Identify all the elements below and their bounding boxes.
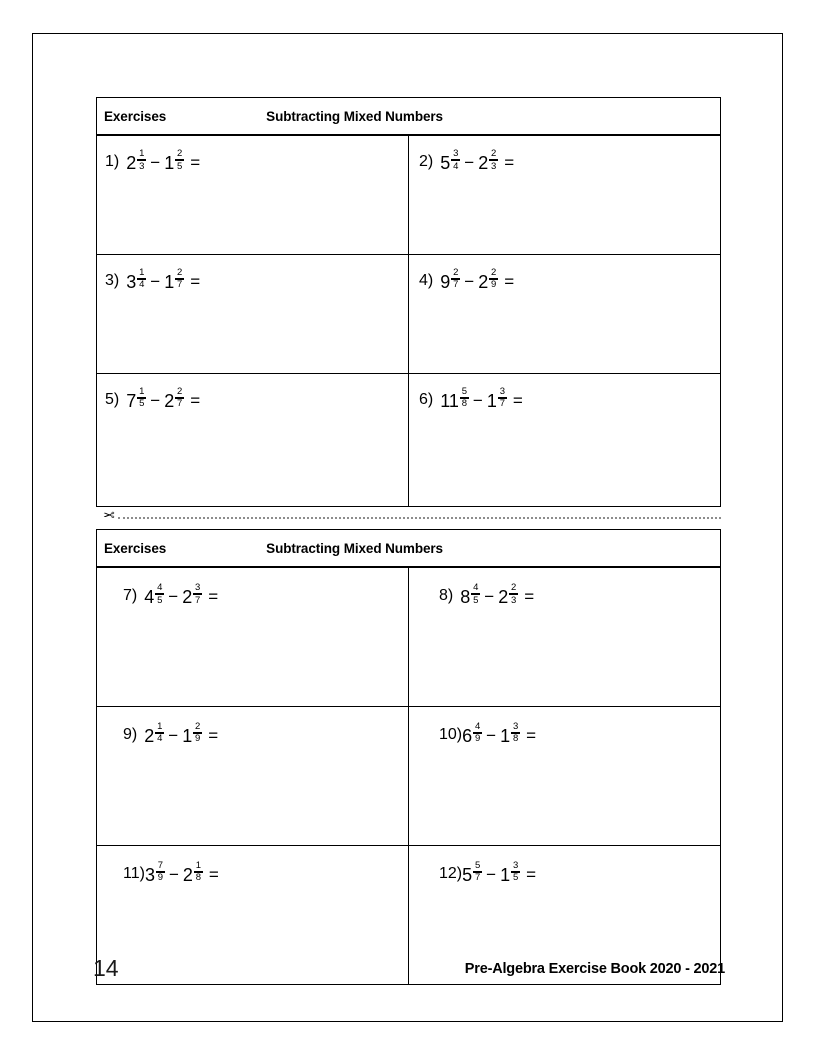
exercise-table-1	[96, 97, 721, 507]
whole-number: 11	[440, 390, 459, 411]
minus-operator: −	[150, 153, 161, 172]
fraction: $\frac{3}{7}$	[195, 582, 201, 606]
problem-cell-1[interactable]	[97, 135, 409, 254]
whole-number: 6	[462, 725, 473, 746]
problem-expression-4	[419, 266, 515, 293]
whole-number: 1	[164, 153, 175, 173]
exercise-table-1-header	[97, 98, 721, 136]
fraction: $\frac{1}{4}$	[157, 720, 163, 745]
whole-number: 2	[182, 587, 193, 607]
equals-sign: =	[190, 153, 201, 172]
problem-number-5: 5)	[105, 390, 120, 408]
fraction: $\frac{7}{9}$	[157, 859, 164, 884]
problem-number-12: 12)	[439, 864, 463, 882]
minus-operator: −	[472, 390, 483, 410]
table-row	[97, 706, 721, 845]
whole-number: 2	[478, 271, 489, 292]
equals-sign: =	[512, 390, 523, 410]
whole-number: 1	[182, 725, 193, 746]
exercise-table-2	[96, 529, 721, 985]
problem-number-9: 9)	[123, 725, 138, 743]
problem-cell-2[interactable]	[409, 135, 721, 254]
table-header-row	[97, 530, 721, 568]
problem-cell-4[interactable]	[409, 254, 721, 373]
minus-operator: −	[168, 864, 179, 884]
whole-number: 4	[144, 587, 155, 607]
problem-cell-7[interactable]	[97, 567, 409, 706]
problem-cell-6[interactable]	[409, 373, 721, 506]
table-row	[97, 567, 721, 706]
fraction: $\frac{2}{7}$	[177, 266, 183, 291]
minus-operator: −	[464, 271, 475, 291]
fraction: $\frac{2}{5}$	[177, 148, 183, 172]
equals-sign: =	[208, 864, 219, 884]
problem-cell-9[interactable]	[97, 706, 409, 845]
fraction: $\frac{4}{9}$	[474, 720, 481, 745]
equals-sign: =	[504, 271, 515, 291]
equals-sign: =	[208, 587, 219, 606]
problem-number-7: 7)	[123, 587, 138, 604]
problem-cell-8[interactable]	[409, 567, 721, 706]
problem-number-4: 4)	[419, 271, 434, 289]
fraction: $\frac{4}{5}$	[473, 582, 479, 606]
problem-number-3: 3)	[105, 271, 120, 289]
whole-number: 1	[164, 271, 175, 292]
problem-number-2: 2)	[419, 153, 434, 170]
scissors-icon: ✂	[103, 507, 115, 523]
problem-number-1: 1)	[105, 153, 120, 170]
problem-expression-3	[105, 266, 201, 293]
fraction: $\frac{2}{9}$	[195, 720, 201, 745]
fraction: $\frac{3}{5}$	[512, 859, 519, 884]
minus-operator: −	[486, 725, 497, 745]
equals-sign: =	[208, 725, 219, 745]
fraction: $\frac{1}{5}$	[139, 385, 145, 410]
minus-operator: −	[168, 725, 179, 745]
whole-number: 2	[164, 390, 175, 411]
whole-number: 5	[462, 864, 473, 885]
whole-number: 2	[478, 153, 489, 173]
minus-operator: −	[150, 390, 161, 410]
page-footer	[33, 951, 782, 1001]
table-row	[97, 373, 721, 506]
problem-expression-11	[123, 859, 219, 886]
fraction: $\frac{1}{4}$	[139, 266, 145, 291]
fraction: $\frac{4}{5}$	[157, 582, 163, 606]
exercises-label: Exercises	[104, 540, 167, 556]
problem-number-6: 6)	[419, 390, 434, 408]
cut-line	[96, 504, 721, 526]
whole-number: 5	[440, 153, 451, 173]
fraction: $\frac{3}{4}$	[453, 148, 459, 172]
fraction: $\frac{2}{7}$	[177, 385, 183, 410]
exercises-label: Exercises	[104, 108, 167, 124]
dotted-cut-line	[118, 517, 721, 519]
minus-operator: −	[486, 864, 497, 884]
problem-expression-6	[419, 385, 523, 412]
fraction: $\frac{1}{8}$	[195, 859, 202, 884]
problem-expression-2	[419, 148, 515, 174]
whole-number: 3	[144, 864, 155, 885]
whole-number: 3	[126, 271, 137, 292]
whole-number: 2	[498, 587, 509, 607]
problem-cell-10[interactable]	[409, 706, 721, 845]
fraction: $\frac{2}{7}$	[453, 266, 459, 291]
equals-sign: =	[526, 864, 537, 884]
problem-expression-1	[105, 148, 201, 174]
fraction: $\frac{2}{3}$	[511, 582, 517, 606]
problem-number-11: 11)	[123, 864, 145, 882]
whole-number: 2	[126, 153, 137, 173]
fraction: $\frac{3}{8}$	[512, 720, 519, 745]
problem-cell-5[interactable]	[97, 373, 409, 506]
book-title: Pre-Algebra Exercise Book 2020 - 2021	[464, 961, 725, 977]
minus-operator: −	[150, 271, 161, 291]
table-row	[97, 135, 721, 254]
page-number: 14	[93, 955, 119, 981]
equals-sign: =	[526, 725, 537, 745]
problem-expression-5	[105, 385, 201, 412]
whole-number: 1	[500, 725, 511, 746]
worksheet-content	[33, 34, 782, 1021]
problem-expression-7	[123, 582, 219, 608]
whole-number: 8	[460, 587, 471, 607]
problem-expression-8	[439, 582, 535, 608]
minus-operator: −	[168, 587, 179, 606]
fraction: $\frac{2}{9}$	[491, 266, 497, 291]
minus-operator: −	[484, 587, 495, 606]
equals-sign: =	[524, 587, 535, 606]
whole-number: 2	[144, 725, 155, 746]
problem-expression-12	[439, 859, 537, 886]
problem-expression-9	[123, 720, 219, 747]
fraction: $\frac{5}{8}$	[461, 385, 468, 410]
fraction: $\frac{2}{3}$	[491, 148, 497, 172]
equals-sign: =	[504, 153, 515, 172]
table-row	[97, 254, 721, 373]
exercise-table-2-header	[97, 530, 721, 568]
equals-sign: =	[190, 390, 201, 410]
fraction: $\frac{5}{7}$	[474, 859, 481, 884]
whole-number: 2	[182, 864, 193, 885]
equals-sign: =	[190, 271, 201, 291]
whole-number: 7	[126, 390, 137, 411]
fraction: $\frac{3}{7}$	[499, 385, 506, 410]
problem-cell-3[interactable]	[97, 254, 409, 373]
worksheet-topic-title: Subtracting Mixed Numbers	[266, 108, 443, 124]
problem-number-10: 10)	[439, 725, 463, 743]
minus-operator: −	[464, 153, 475, 172]
table-header-row	[97, 98, 721, 136]
problem-number-8: 8)	[439, 587, 454, 604]
whole-number: 9	[440, 271, 451, 292]
worksheet-page-border	[32, 33, 783, 1022]
fraction: $\frac{1}{3}$	[139, 148, 145, 172]
whole-number: 1	[500, 864, 511, 885]
whole-number: 1	[486, 390, 497, 411]
problem-expression-10	[439, 720, 537, 747]
worksheet-topic-title: Subtracting Mixed Numbers	[266, 540, 443, 556]
